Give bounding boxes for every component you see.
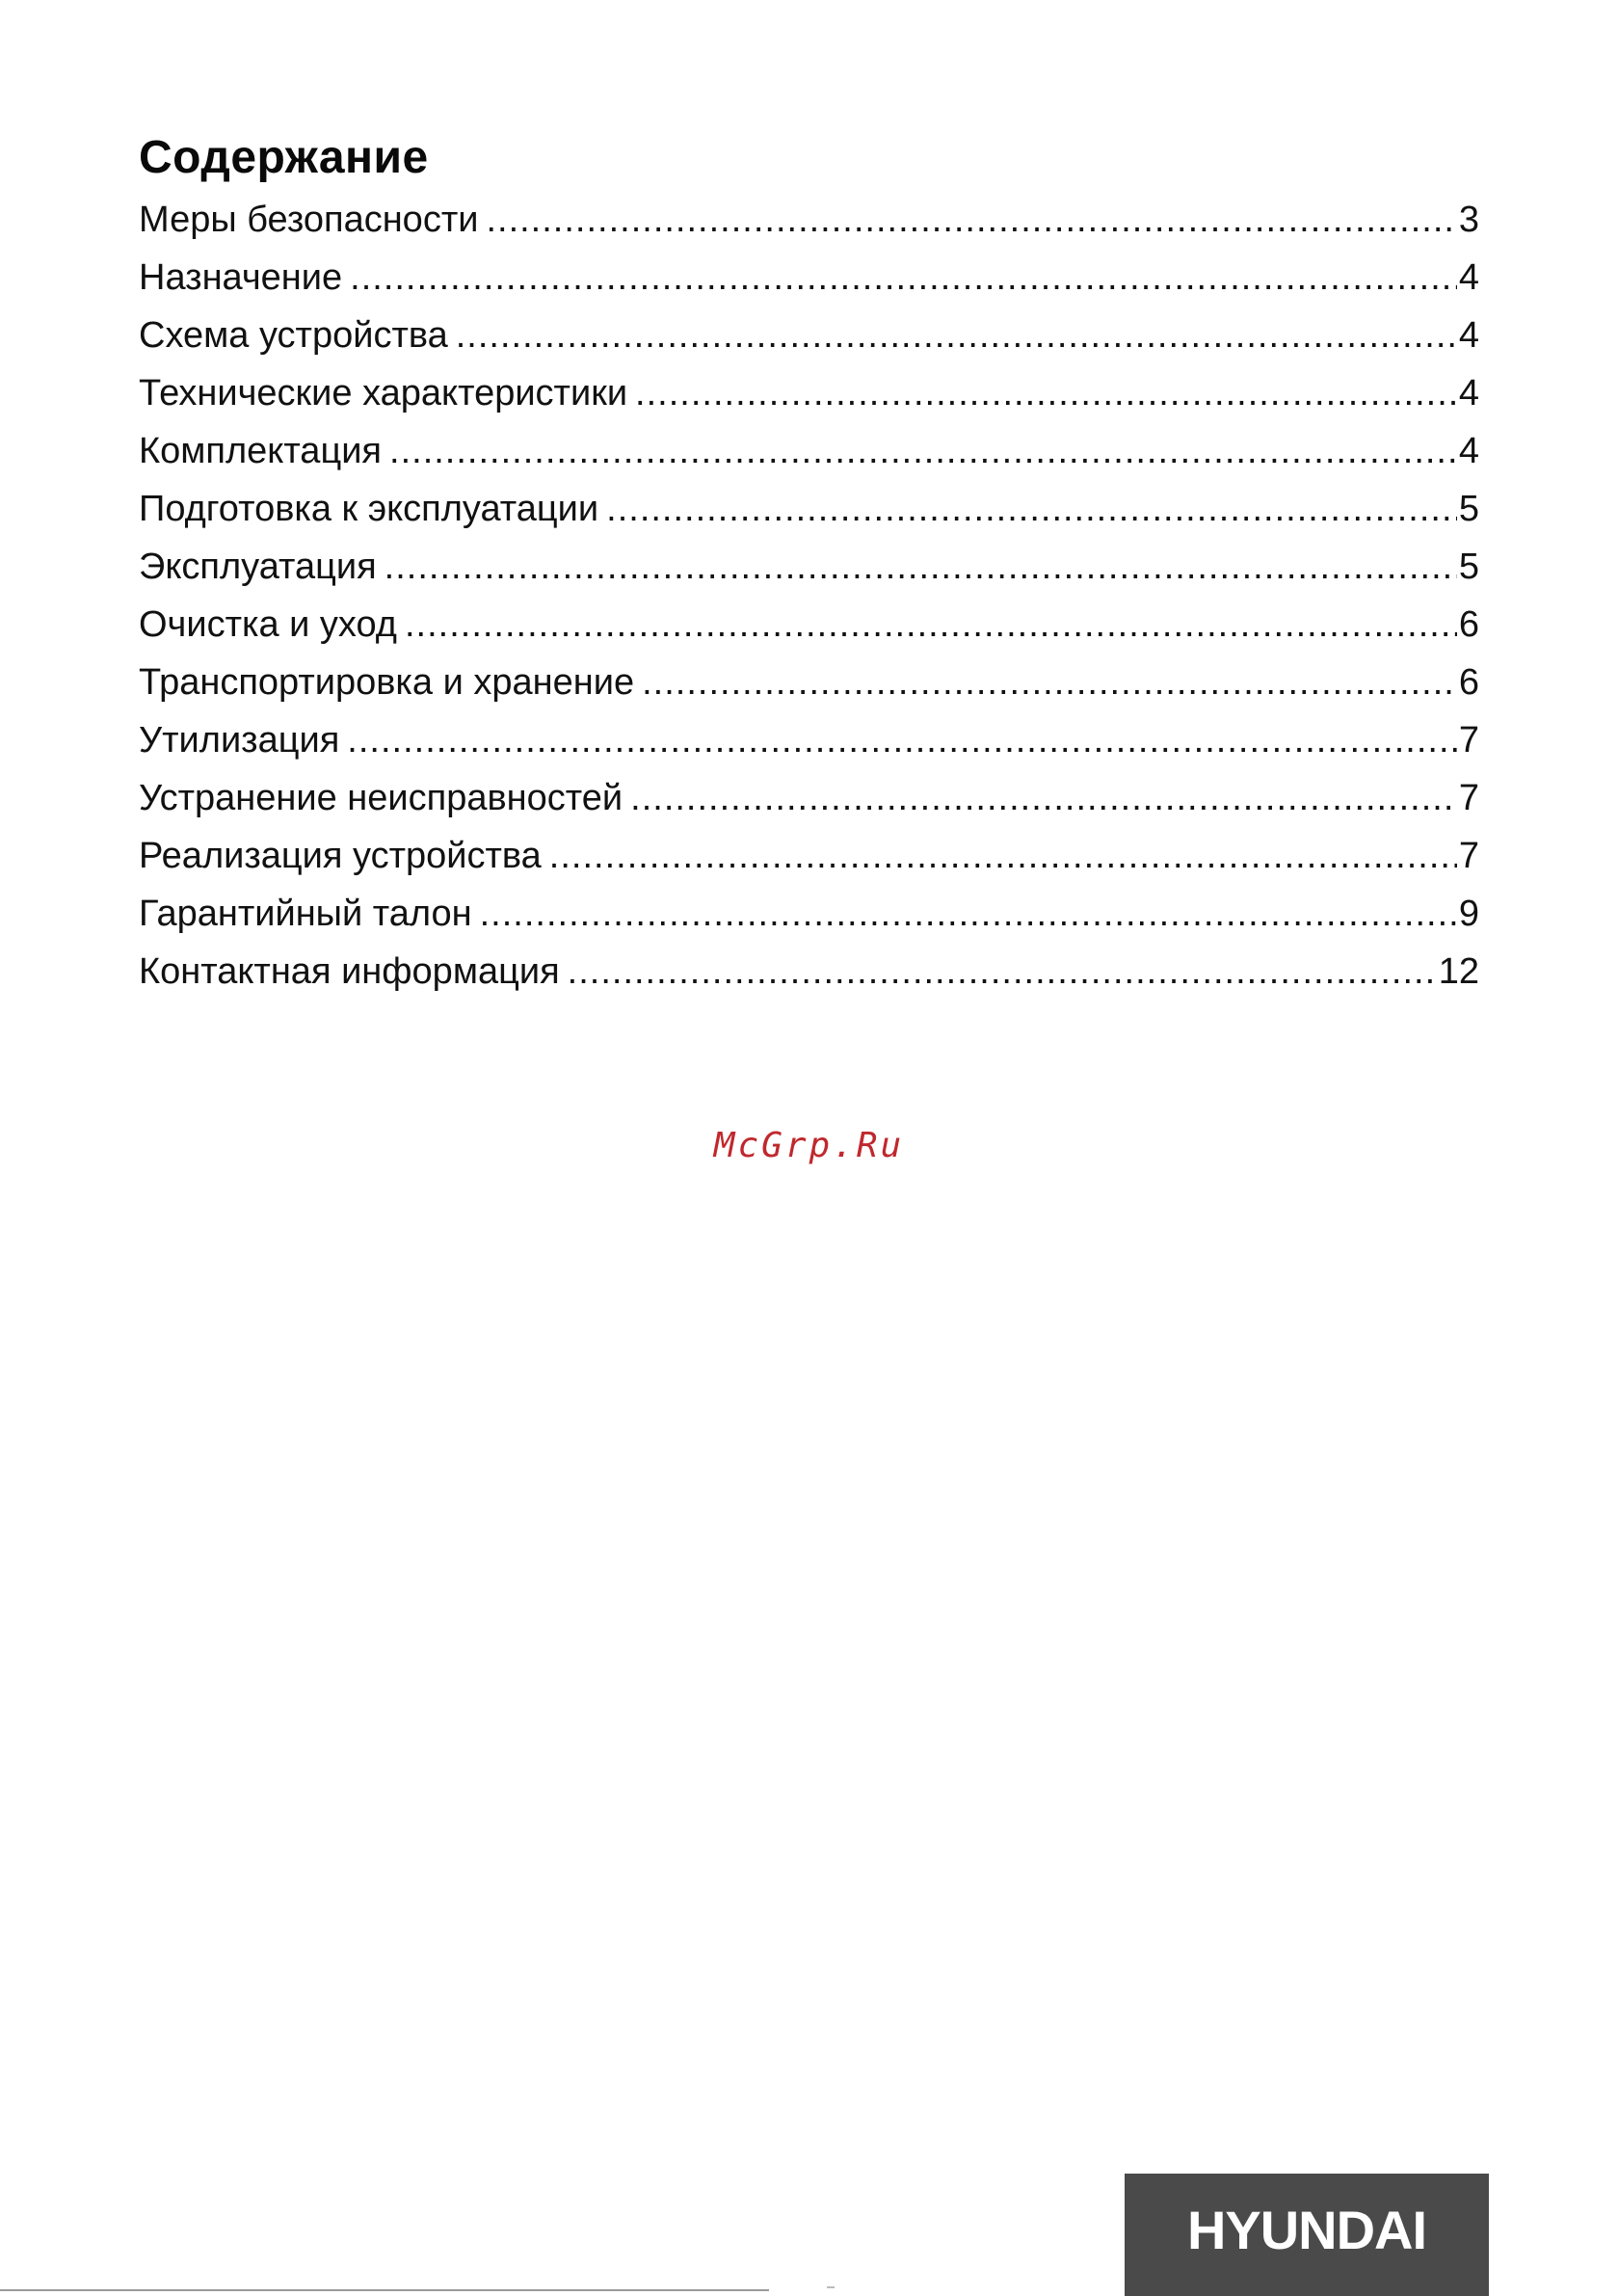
dot-leader [480, 885, 1457, 943]
toc-entry-page: 6 [1458, 662, 1479, 703]
toc-entry-label: Схема устройства [139, 315, 448, 356]
toc-entry-page: 4 [1458, 315, 1479, 356]
toc-entry-page: 5 [1458, 489, 1479, 529]
dot-leader [568, 943, 1437, 1001]
toc-entry-label: Контактная информация [139, 951, 560, 992]
toc-entry[interactable] [139, 364, 1479, 422]
table-of-contents [139, 191, 1479, 1001]
toc-entry[interactable] [139, 422, 1479, 480]
dot-leader [549, 827, 1457, 885]
toc-entry[interactable] [139, 943, 1479, 1001]
dot-leader [642, 654, 1457, 711]
toc-entry-page: 3 [1458, 200, 1479, 240]
brand-logo [1125, 2174, 1489, 2296]
toc-entry-page: 4 [1458, 257, 1479, 298]
toc-entry[interactable] [139, 191, 1479, 249]
toc-entry-page: 4 [1458, 431, 1479, 471]
toc-entry-page: 9 [1458, 894, 1479, 934]
brand-logo-text: HYUNDAI [1186, 2200, 1427, 2260]
toc-entry[interactable] [139, 769, 1479, 827]
toc-entry-label: Назначение [139, 257, 343, 298]
toc-entry-label: Реализация устройства [139, 836, 542, 876]
dot-leader [350, 249, 1457, 307]
dot-leader [347, 711, 1457, 769]
toc-entry[interactable] [139, 480, 1479, 538]
toc-entry-label: Утилизация [139, 720, 340, 761]
dot-leader [606, 480, 1457, 538]
toc-entry-label: Транспортировка и хранение [139, 662, 635, 703]
toc-entry[interactable] [139, 827, 1479, 885]
toc-entry-page: 7 [1458, 836, 1479, 876]
toc-entry[interactable] [139, 654, 1479, 711]
toc-entry[interactable] [139, 307, 1479, 364]
toc-entry-page: 4 [1458, 373, 1479, 414]
toc-entry-label: Очистка и уход [139, 604, 397, 645]
toc-entry-page: 7 [1458, 720, 1479, 761]
toc-entry-page: 12 [1438, 951, 1479, 992]
toc-entry[interactable] [139, 249, 1479, 307]
watermark: McGrp.Ru [713, 1126, 905, 1165]
toc-entry-page: 6 [1458, 604, 1479, 645]
page-title: Содержание [139, 132, 429, 183]
toc-entry-label: Устранение неисправностей [139, 778, 623, 818]
toc-entry[interactable] [139, 538, 1479, 596]
dot-leader [486, 191, 1456, 249]
dot-leader [635, 364, 1457, 422]
dot-leader [630, 769, 1457, 827]
crop-mark [827, 2286, 835, 2288]
dot-leader [385, 538, 1457, 596]
dot-leader [405, 596, 1457, 654]
toc-entry[interactable] [139, 885, 1479, 943]
toc-entry-label: Меры безопасности [139, 200, 479, 240]
toc-entry[interactable] [139, 596, 1479, 654]
bottom-divider [0, 2289, 769, 2291]
toc-entry-page: 7 [1458, 778, 1479, 818]
dot-leader [389, 422, 1457, 480]
toc-entry-page: 5 [1458, 547, 1479, 587]
toc-entry-label: Гарантийный талон [139, 894, 472, 934]
toc-entry-label: Технические характеристики [139, 373, 628, 414]
toc-entry[interactable] [139, 711, 1479, 769]
toc-entry-label: Подготовка к эксплуатации [139, 489, 599, 529]
toc-entry-label: Эксплуатация [139, 547, 377, 587]
toc-entry-label: Комплектация [139, 431, 383, 471]
dot-leader [456, 307, 1457, 364]
